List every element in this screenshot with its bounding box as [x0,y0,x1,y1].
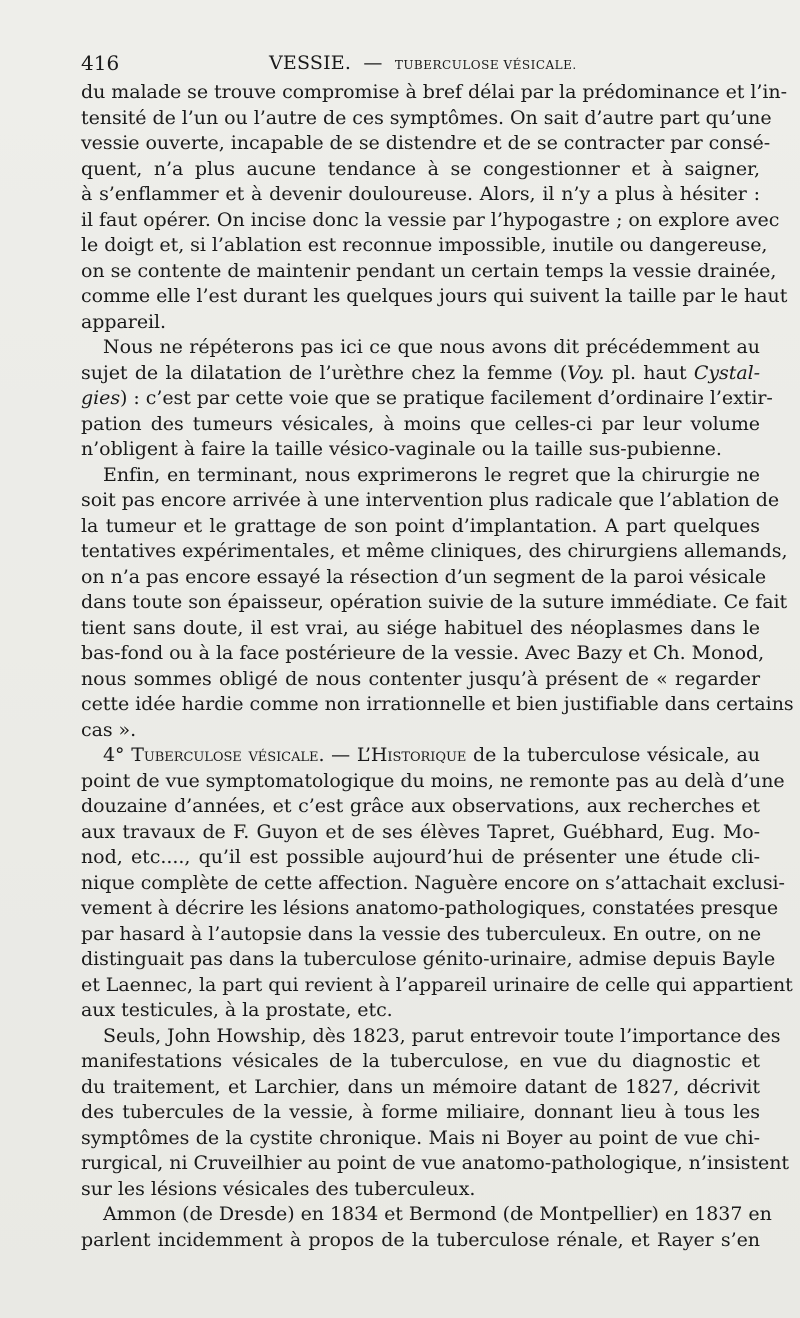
paragraph-1 [81,80,788,335]
text-line: par hasard à l’autopsie dans la vessie des tuberculeux. En outre, on ne [81,922,762,945]
paragraph-6 [81,1202,772,1253]
text-line [81,386,773,412]
running-head [269,46,577,82]
text-line: aux travaux de F. Guyon et de ses élèves Tapret, Guébhard, Eug. Mo- [81,820,760,843]
text-run: sujet de la dilatation de l’urèthre chez la femme ( [81,361,568,384]
text-line: distinguait pas dans la tuberculose génito-urinaire, admise depuis Bayle [81,948,776,970]
text-line: appareil. [81,310,167,333]
text-line: nous sommes obligé de nous contenter jusqu’à présent de « regarder [81,667,760,690]
text-line: tentatives expérimentales, et même cliniques, des chirurgiens allemands, [81,540,788,562]
text-line: vement à décrire les lésions anatomo-pathologiques, constatées presque [81,897,779,919]
text-line: on n’a pas encore essayé la résection d’un segment de la paroi vésicale [81,565,767,588]
text-line: soit pas encore arrivée à une intervention plus radicale que l’ablation de [81,489,780,511]
text-line: manifestations vésicales de la tuberculose, en vue du diagnostic et [81,1050,760,1072]
text-line: vessie ouverte, incapable de se distendre et de se contracter par consé- [81,132,771,154]
section-number: 4° [103,744,125,766]
text-line: nod, etc...., qu’il est possible aujourd’hui de présenter une étude cli- [81,846,760,868]
text-line: comme elle l’est durant les quelques jours qui suivent la taille par le haut [81,285,788,307]
text-line: nique complète de cette affection. Naguère encore on s’attachait exclusi- [81,871,785,894]
text-run: ) : c’est par cette voie que se pratique facilement d’ordinaire l’extir- [120,387,773,409]
text-run: — L’ [324,744,371,766]
text-line: et Laennec, la part qui revient à l’appareil urinaire de celle qui appartient [81,973,793,996]
paragraph-5 [81,1024,790,1203]
section-keyword: Historique [370,744,467,766]
text-line: Enfin, en terminant, nous exprimerons le regret que la chirurgie ne [103,463,760,486]
body-text [81,80,794,1253]
text-line: Seuls, John Howship, dès 1823, parut entrevoir toute l’importance des [103,1024,781,1047]
text-line: du malade se trouve compromise à bref délai par la prédominance et l’in- [81,81,787,103]
text-line: symptômes de la cystite chronique. Mais ni Boyer au point de vue chi- [81,1126,760,1149]
text-line: rurgical, ni Cruveilhier au point de vue anatomo-pathologique, n’insistent [81,1152,790,1174]
italic-run: Voy. [567,361,605,384]
running-head-title: VESSIE. [269,52,352,74]
page-header [81,46,760,80]
text-line: du traitement, et Larchier, dans un mémoire datant de 1827, décrivit [81,1075,760,1098]
italic-run: Cystal- [693,361,760,384]
paragraph-4 [81,743,793,1024]
text-line: à s’enflammer et à devenir douloureuse. Alors, il n’y a plus à hésiter : [81,183,760,205]
text-run: de la tuberculose vésicale, au [466,744,760,766]
text-line: n’obligent à faire la taille vésico-vaginale ou la taille sus-pubienne. [81,438,722,460]
text-line: des tubercules de la vessie, à forme miliaire, donnant lieu à tous les [81,1101,760,1123]
text-line: quent, n’a plus aucune tendance à se congestionner et à saigner, [81,157,760,180]
text-line: pation des tumeurs vésicales, à moins que celles-ci par leur volume [81,412,760,435]
text-line: on se contente de maintenir pendant un certain temps la vessie drainée, [81,259,777,282]
text-line: aux testicules, à la prostate, etc. [81,999,393,1021]
running-head-subtitle: TUBERCULOSE VÉSICALE. [394,58,577,72]
section-title: Tuberculose vésicale. [131,744,325,766]
text-line: douzaine d’années, et c’est grâce aux observations, aux recherches et [81,795,760,817]
text-line: sur les lésions vésicales des tuberculeux. [81,1177,476,1200]
text-run: pl. haut [604,361,694,384]
text-line: point de vue symptomatologique du moins, ne remonte pas au delà d’une [81,769,785,792]
running-head-separator: — [363,52,383,74]
italic-run: gies [81,387,121,409]
paragraph-3 [81,463,794,744]
text-line [81,361,760,387]
text-line: cas ». [81,718,137,741]
text-line: tensité de l’un ou l’autre de ces symptômes. On sait d’autre part qu’une [81,106,772,129]
text-line: la tumeur et le grattage de son point d’implantation. A part quelques [81,514,760,537]
text-line: parlent incidemment à propos de la tuberculose rénale, et Rayer s’en [81,1228,760,1251]
text-line: tient sans doute, il est vrai, au siége habituel des néoplasmes dans le [81,616,760,639]
text-line: Nous ne répéterons pas ici ce que nous avons dit précédemment au [103,336,760,358]
text-line: bas-fond ou à la face postérieure de la vessie. Avec Bazy et Ch. Monod, [81,642,765,664]
text-line: dans toute son épaisseur, opération suivie de la suture immédiate. Ce fait [81,591,788,613]
paragraph-2 [81,335,773,463]
page-number: 416 [81,51,120,75]
text-line: le doigt et, si l’ablation est reconnue impossible, inutile ou dangereuse, [81,234,768,256]
section-heading-line [81,743,760,769]
text-line: Ammon (de Dresde) en 1834 et Bermond (de Montpellier) en 1837 en [103,1203,772,1225]
text-line: il faut opérer. On incise donc la vessie par l’hypogastre ; on explore avec [81,208,780,231]
text-line: cette idée hardie comme non irrationnelle et bien justifiable dans certains [81,693,794,715]
